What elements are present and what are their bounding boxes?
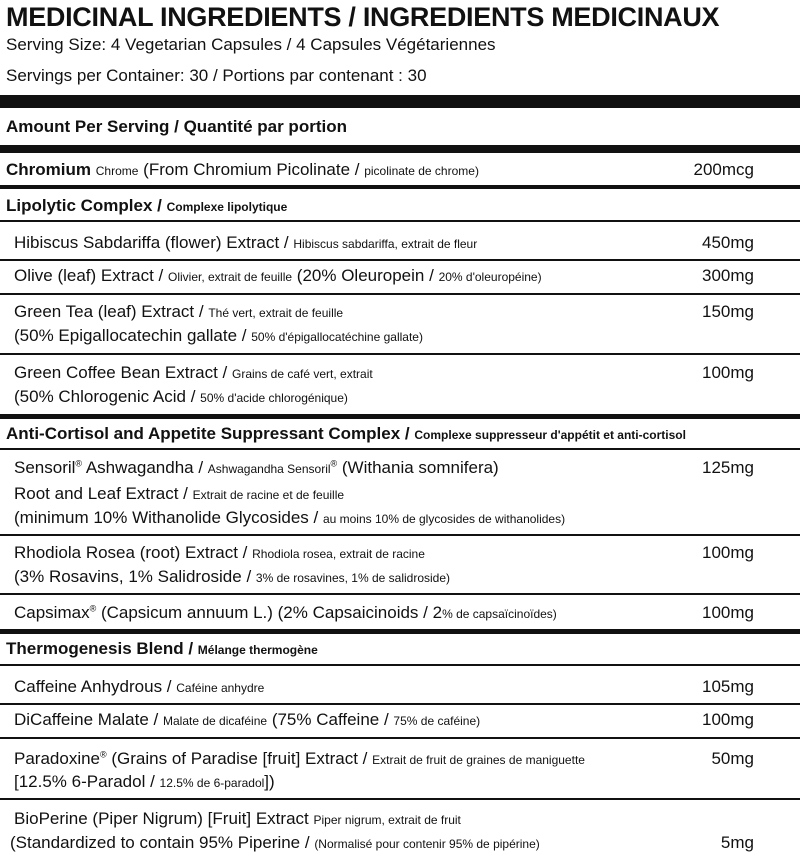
divider [0, 593, 800, 595]
green-tea-amount: 150mg [702, 302, 754, 321]
rhodiola-amount: 100mg [702, 543, 754, 562]
divider [0, 798, 800, 800]
olive-amount: 300mg [702, 266, 754, 285]
divider [0, 737, 800, 739]
capsimax-amount: 100mg [702, 603, 754, 622]
thermo-heading: Thermogenesis Blend / Mélange thermogène [6, 639, 318, 658]
divider [0, 220, 800, 222]
divider [0, 703, 800, 705]
sensoril-amount: 125mg [702, 458, 754, 477]
page-title: MEDICINAL INGREDIENTS / INGREDIENTS MEDICINAUX [6, 2, 720, 32]
dicaffeine-amount: 100mg [702, 710, 754, 729]
lipolytic-heading: Lipolytic Complex / Complexe lipolytique [6, 196, 288, 215]
divider [0, 534, 800, 536]
paradoxine-amount: 50mg [711, 749, 754, 768]
amount-divider-bar [0, 145, 800, 153]
anticortisol-heading: Anti-Cortisol and Appetite Suppressant Complex / Complexe suppresseur d'appétit et anti-cortisol [6, 424, 686, 443]
section-divider [0, 414, 800, 419]
chromium-name: Chromium [6, 160, 91, 179]
bioperine-amount: 5mg [720, 833, 754, 852]
divider [0, 448, 800, 450]
caffeine-amount: 105mg [702, 677, 754, 696]
section-divider [0, 185, 800, 189]
chromium-source: (From Chromium Picolinate / [143, 160, 360, 179]
serving-size: Serving Size: 4 Vegetarian Capsules / 4 Capsules Végétariennes [6, 35, 496, 54]
amount-per-serving-heading: Amount Per Serving / Quantité par portion [6, 117, 347, 136]
header-divider-bar [0, 95, 800, 108]
divider [0, 353, 800, 355]
section-divider [0, 629, 800, 634]
green-coffee-amount: 100mg [702, 363, 754, 382]
chromium-name-fr: Chrome [95, 164, 139, 178]
servings-per-container: Servings per Container: 30 / Portions par contenant : 30 [6, 66, 427, 85]
divider [0, 664, 800, 666]
divider [0, 293, 800, 295]
divider [0, 259, 800, 261]
hibiscus-amount: 450mg [702, 233, 754, 252]
chromium-amount: 200mcg [693, 160, 754, 179]
chromium-source-fr: picolinate de chrome) [364, 164, 479, 178]
